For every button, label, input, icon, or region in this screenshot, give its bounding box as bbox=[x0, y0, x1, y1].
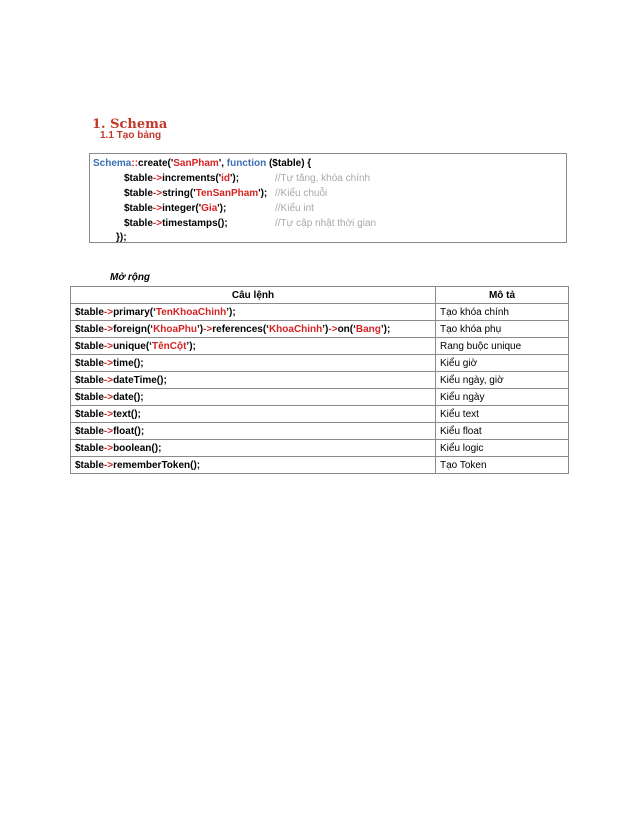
description-cell: Kiểu text bbox=[436, 406, 569, 423]
command-cell: $table->text(); bbox=[71, 406, 436, 423]
command-cell: $table->time(); bbox=[71, 355, 436, 372]
table-header-row bbox=[71, 287, 569, 304]
header-command: Câu lệnh bbox=[71, 287, 436, 304]
code-comment-4: //Kiểu int bbox=[275, 203, 314, 214]
code-line-5: $table->timestamps(); bbox=[124, 218, 228, 229]
description-cell: Rang buộc unique bbox=[436, 338, 569, 355]
extension-label: Mở rộng bbox=[110, 272, 151, 283]
code-block bbox=[89, 153, 567, 243]
code-comment-2: //Tự tăng, khóa chính bbox=[275, 173, 371, 184]
table-row bbox=[71, 321, 569, 338]
header-description: Mô tả bbox=[436, 287, 569, 304]
code-line-4: $table->integer('Gia'); bbox=[124, 203, 227, 214]
table-row bbox=[71, 440, 569, 457]
command-cell: $table->primary(‘TenKhoaChinh’); bbox=[71, 304, 436, 321]
table-row bbox=[71, 457, 569, 474]
command-cell: $table->date(); bbox=[71, 389, 436, 406]
description-cell: Tạo khóa phụ bbox=[436, 321, 569, 338]
description-cell: Kiểu logic bbox=[436, 440, 569, 457]
command-cell: $table->dateTime(); bbox=[71, 372, 436, 389]
description-cell: Kiểu float bbox=[436, 423, 569, 440]
command-cell: $table->float(); bbox=[71, 423, 436, 440]
code-line-1: Schema::create('SanPham', function ($table) { bbox=[93, 158, 312, 169]
table-row bbox=[71, 355, 569, 372]
code-line-3: $table->string('TenSanPham'); bbox=[124, 188, 268, 199]
code-line-6: }); bbox=[116, 232, 127, 243]
description-cell: Kiểu ngày, giờ bbox=[436, 372, 569, 389]
description-cell: Tạo Token bbox=[436, 457, 569, 474]
code-comment-3: //Kiểu chuỗi bbox=[275, 188, 328, 199]
table-row bbox=[71, 372, 569, 389]
description-cell: Tạo khóa chính bbox=[436, 304, 569, 321]
code-comment-5: //Tự cập nhật thời gian bbox=[275, 218, 377, 229]
table-row bbox=[71, 406, 569, 423]
command-cell: $table->foreign(‘KhoaPhu’)->references(‘KhoaChinh’)->on(‘Bang’); bbox=[71, 321, 436, 338]
section-heading: 1. Schema bbox=[92, 117, 168, 132]
code-line-2: $table->increments('id'); bbox=[124, 173, 240, 184]
command-cell: $table->unique(‘TênCột’); bbox=[71, 338, 436, 355]
command-cell: $table->boolean(); bbox=[71, 440, 436, 457]
subsection-heading: 1.1 Tạo bảng bbox=[100, 130, 162, 141]
description-cell: Kiểu ngày bbox=[436, 389, 569, 406]
commands-table bbox=[70, 286, 569, 474]
table-row bbox=[71, 338, 569, 355]
command-cell: $table->rememberToken(); bbox=[71, 457, 436, 474]
table-row bbox=[71, 389, 569, 406]
table-row bbox=[71, 304, 569, 321]
description-cell: Kiểu giờ bbox=[436, 355, 569, 372]
table-row bbox=[71, 423, 569, 440]
